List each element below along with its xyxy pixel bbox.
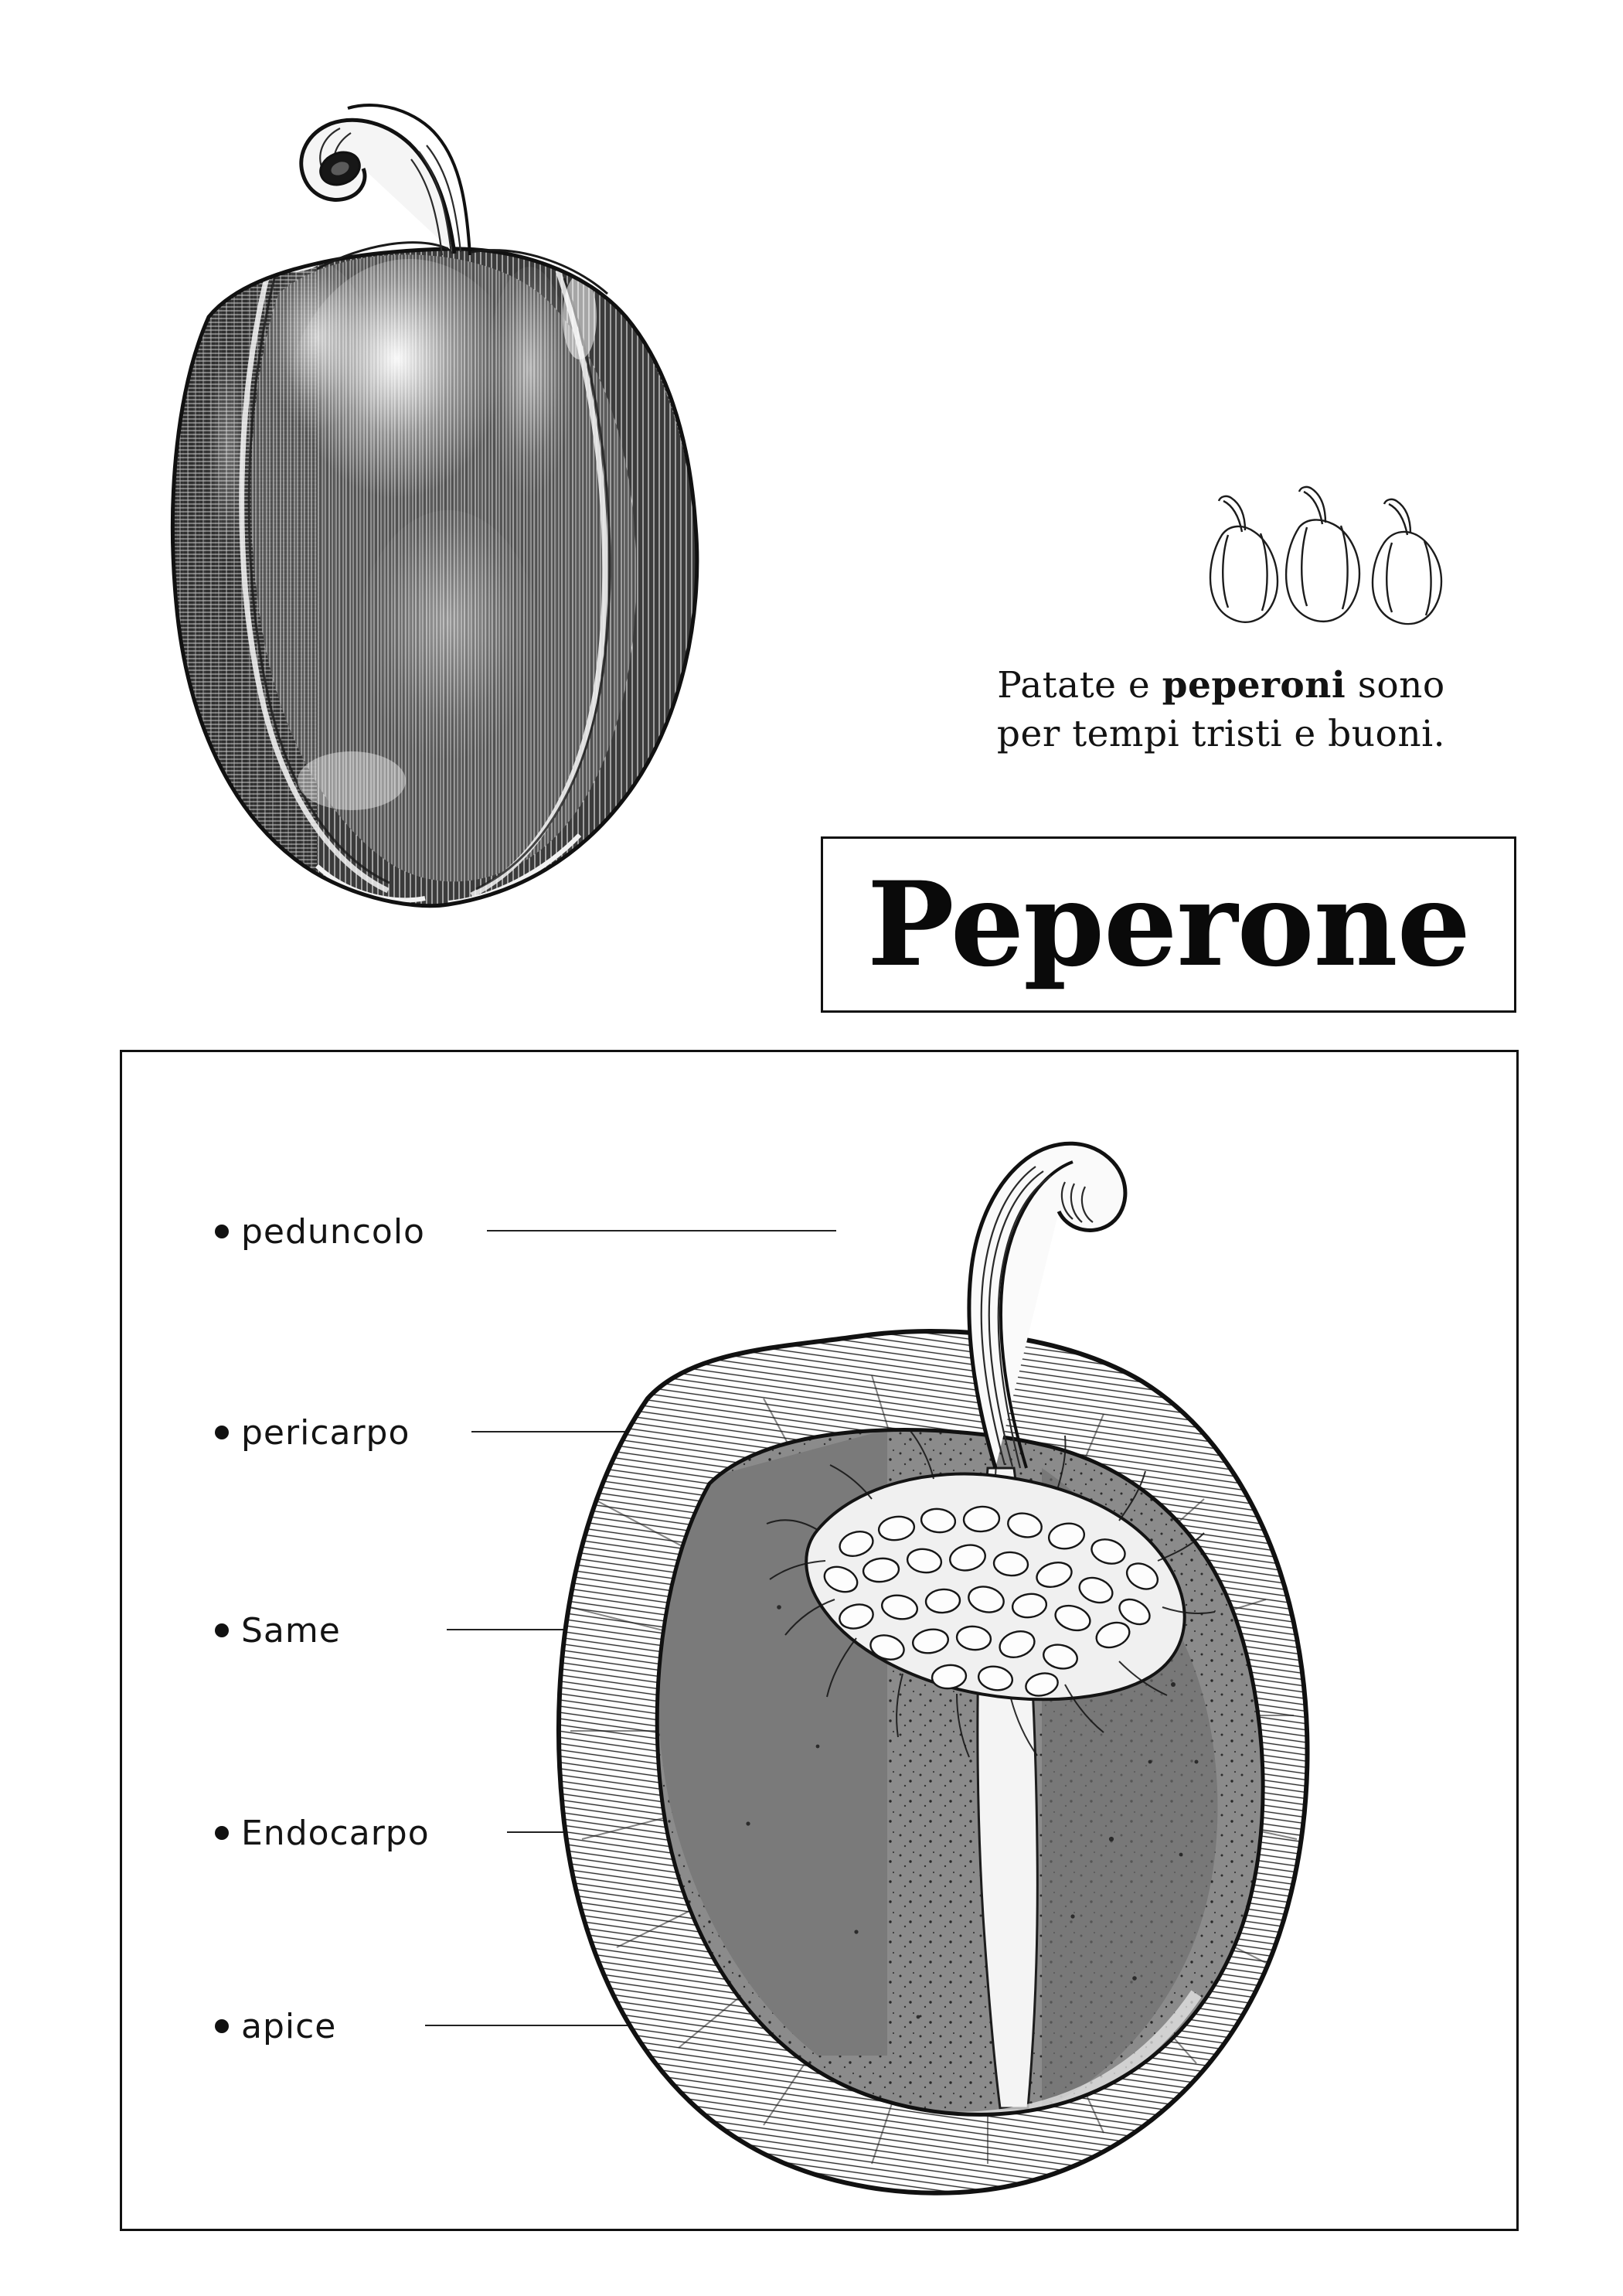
page-title: Peperone [866,857,1471,993]
bullet-icon [215,2019,229,2033]
label-row-peduncolo [215,1208,425,1255]
bell-pepper-cross-section-engraving [454,1066,1421,2218]
three-pepper-outline-sketch [1194,479,1488,634]
whole-bell-pepper-engraving [85,62,781,1005]
label-apice: apice [241,2006,337,2046]
bullet-icon [215,1623,229,1637]
label-row-pericarpo [215,1409,410,1456]
bullet-icon [215,1225,229,1238]
rhyme-text [912,661,1530,759]
bullet-icon [215,1826,229,1840]
label-row-apice [215,2003,336,2049]
rhyme-line-1-bold: peperoni [1162,664,1346,707]
bullet-icon [215,1426,229,1439]
rhyme-line-2: per tempi tristi e buoni. [996,713,1446,756]
label-peduncolo: peduncolo [241,1211,425,1252]
rhyme-line-1-suffix: sono [1346,664,1445,707]
label-row-same [215,1607,341,1654]
label-pericarpo: pericarpo [241,1412,410,1453]
rhyme-line-1 [912,661,1530,710]
label-endocarpo: Endocarpo [241,1813,430,1853]
label-same: Same [241,1610,341,1650]
rhyme-line-1-prefix: Patate e [997,664,1162,707]
label-row-endocarpo [215,1810,430,1856]
title-box [821,836,1516,1013]
labelled-diagram-box [120,1050,1519,2231]
